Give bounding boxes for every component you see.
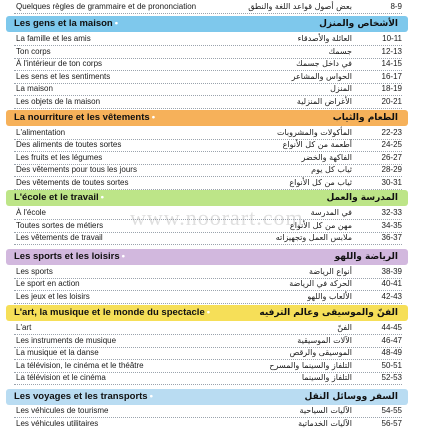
toc-entry-pages: 26-27 — [381, 153, 402, 162]
toc-entry-fr: Les véhicules de tourisme — [16, 406, 109, 415]
toc-entry-fr: Les jeux et les loisirs — [16, 292, 90, 301]
toc-entry-pages: 34-35 — [381, 221, 402, 230]
section-title-ar: الفنّ والموسيقى وعالم الترفيه — [259, 308, 398, 318]
toc-row[interactable] — [14, 291, 402, 304]
toc-entry-fr: Les objets de la maison — [16, 97, 101, 106]
toc-entry-pages: 36-37 — [381, 233, 402, 242]
bullet-separator-icon: • — [206, 307, 211, 318]
toc-entry-fr: Le sport en action — [16, 279, 80, 288]
section-title-group — [14, 190, 106, 206]
toc-row[interactable] — [14, 405, 402, 418]
toc-entry-pages: 48-49 — [381, 348, 402, 357]
section-header — [6, 110, 408, 126]
toc-entry-ar: جسمك — [328, 47, 352, 56]
watermark-text: www.noorart.com — [130, 205, 304, 230]
toc-entry-ar: ثياب كل يوم — [311, 165, 352, 174]
toc-entry-ar: الفاكهة والخضر — [301, 153, 352, 162]
toc-entry-ar: المنزل — [330, 84, 352, 93]
toc-entry-ar: الأغراض المنزلية — [296, 97, 352, 106]
toc-entry-ar: الآليات السياحية — [299, 406, 352, 415]
toc-entry-pages: 46-47 — [381, 336, 402, 345]
toc-entry-ar: أطعمة من كل الأنواع — [282, 140, 352, 149]
toc-row[interactable] — [14, 372, 402, 385]
toc-entry-ar: أنواع الرياضة — [309, 267, 352, 276]
section-title-ar: السفر ووسائل النقل — [304, 392, 398, 402]
toc-row[interactable] — [14, 207, 402, 220]
section-title-group — [14, 305, 212, 321]
toc-entry-pages: 10-11 — [382, 34, 402, 43]
toc-entry-pages: 24-25 — [381, 140, 402, 149]
bullet-separator-icon: • — [151, 112, 156, 123]
bullet-separator-icon: • — [149, 391, 153, 402]
toc-entry-fr: Les vêtements de travail — [16, 233, 103, 242]
section-title-ar: المدرسة والعمل — [326, 193, 398, 203]
toc-entry-pages: 16-17 — [381, 72, 402, 81]
toc-entry-fr: À l'intérieur de ton corps — [16, 59, 103, 68]
section-header — [6, 16, 408, 32]
section-title-fr: La nourriture et les vêtements — [14, 112, 150, 123]
section-title-fr: L'art, la musique et le monde du spectacle — [14, 307, 205, 318]
toc-row[interactable] — [14, 164, 402, 177]
section-title-ar: الرياضة واللهو — [334, 252, 398, 262]
section-header — [6, 389, 408, 405]
toc-entry-fr: La télévision, le cinéma et le théâtre — [16, 361, 144, 370]
toc-entry-ar: في داخل جسمك — [296, 59, 352, 68]
toc-entry-fr: Des vêtements pour tous les jours — [16, 165, 137, 174]
section-header — [6, 305, 408, 321]
section-title-group — [14, 389, 155, 405]
section-title-ar: الطعام والثياب — [332, 113, 398, 123]
toc-row[interactable] — [14, 83, 402, 96]
section-title-group — [14, 16, 120, 32]
toc-entry-fr: Les fruits et les légumes — [16, 153, 103, 162]
intro-title-fr: Quelques règles de grammaire et de prononciation — [16, 2, 197, 11]
section-title-group — [14, 249, 127, 265]
toc-entry-pages: 40-41 — [381, 279, 402, 288]
intro-title-ar: بعض أصول قواعد اللغة والنطق — [248, 2, 352, 11]
toc-row[interactable] — [14, 139, 402, 152]
toc-entry-pages: 18-19 — [381, 84, 402, 93]
toc-entry-pages: 22-23 — [381, 128, 402, 137]
toc-entry-fr: L'art — [16, 323, 32, 332]
toc-row[interactable] — [14, 322, 402, 335]
section-title-fr: Les sports et les loisirs — [14, 251, 120, 262]
section-title-group — [14, 110, 157, 126]
toc-entry-pages: 28-29 — [381, 165, 402, 174]
toc-entry-pages: 56-57 — [381, 419, 402, 428]
toc-entry-ar: التلفاز والسينما والمسرح — [269, 361, 352, 370]
toc-entry-ar: الألعاب واللهو — [307, 292, 352, 301]
toc-row[interactable] — [14, 58, 402, 71]
toc-entry-pages: 52-53 — [381, 373, 402, 382]
toc-entry-ar: الحركة في الرياضة — [289, 279, 352, 288]
section-header — [6, 249, 408, 265]
toc-entry-pages: 30-31 — [381, 178, 402, 187]
toc-entry-fr: Les véhicules utilitaires — [16, 419, 99, 428]
section-title-fr: L'école et le travail — [14, 192, 99, 203]
section-header — [6, 190, 408, 206]
intro-row — [14, 1, 402, 14]
toc-row[interactable] — [14, 232, 402, 245]
toc-entry-ar: ثياب من كل الأنواع — [289, 178, 352, 187]
toc-entry-fr: La famille et les amis — [16, 34, 91, 43]
bullet-separator-icon: • — [121, 251, 125, 262]
bullet-separator-icon: • — [114, 18, 119, 29]
section-title-ar: الأشخاص والمنزل — [319, 19, 398, 29]
toc-row[interactable] — [14, 33, 402, 46]
section-title-fr: Les voyages et les transports — [14, 391, 148, 402]
toc-entry-pages: 54-55 — [381, 406, 402, 415]
toc-entry-fr: La télévision et le cinéma — [16, 373, 106, 382]
toc-entry-ar: المأكولات والمشروبات — [276, 128, 352, 137]
toc-entry-fr: À l'école — [16, 208, 46, 217]
toc-entry-ar: التلفاز والسينما — [301, 373, 352, 382]
toc-entry-fr: Des aliments de toutes sortes — [16, 140, 122, 149]
toc-entry-ar: الفنّ — [337, 323, 352, 332]
toc-entry-fr: Toutes sortes de métiers — [16, 221, 104, 230]
toc-entry-fr: L'alimentation — [16, 128, 66, 137]
bullet-separator-icon: • — [100, 192, 104, 203]
toc-entry-fr: Les instruments de musique — [16, 336, 117, 345]
intro-pages: 8-9 — [390, 2, 402, 11]
toc-entry-ar: مهن من كل الأنواع — [289, 221, 352, 230]
toc-row[interactable] — [14, 177, 402, 190]
toc-entry-ar: الآلات الموسيقية — [297, 336, 352, 345]
toc-row[interactable] — [14, 347, 402, 360]
toc-entry-ar: الحواس والمشاعر — [291, 72, 352, 81]
toc-entry-fr: Des vêtements de toutes sortes — [16, 178, 129, 187]
toc-entry-fr: La maison — [16, 84, 53, 93]
toc-entry-fr: La musique et la danse — [16, 348, 99, 357]
toc-entry-fr: Les sports — [16, 267, 53, 276]
toc-row[interactable] — [14, 96, 402, 109]
toc-entry-ar: في المدرسة — [310, 208, 352, 217]
toc-entry-ar: العائلة والأصدقاء — [297, 34, 352, 43]
toc-entry-ar: الموسيقى والرقص — [289, 348, 352, 357]
toc-entry-ar: الآليات الخدماتية — [298, 419, 352, 428]
toc-entry-pages: 14-15 — [381, 59, 402, 68]
toc-entry-pages: 20-21 — [381, 97, 402, 106]
toc-entry-ar: ملابس العمل وتجهيزاته — [275, 233, 352, 242]
section-title-fr: Les gens et la maison — [14, 18, 113, 29]
toc-row[interactable] — [14, 278, 402, 291]
toc-entry-pages: 38-39 — [381, 267, 402, 276]
toc-entry-pages: 12-13 — [381, 47, 402, 56]
toc-entry-fr: Les sens et les sentiments — [16, 72, 111, 81]
toc-entry-pages: 44-45 — [381, 323, 402, 332]
toc-entry-pages: 42-43 — [381, 292, 402, 301]
toc-row[interactable] — [14, 418, 402, 430]
toc-entry-pages: 50-51 — [381, 361, 402, 370]
toc-entry-pages: 32-33 — [381, 208, 402, 217]
toc-entry-fr: Ton corps — [16, 47, 51, 56]
